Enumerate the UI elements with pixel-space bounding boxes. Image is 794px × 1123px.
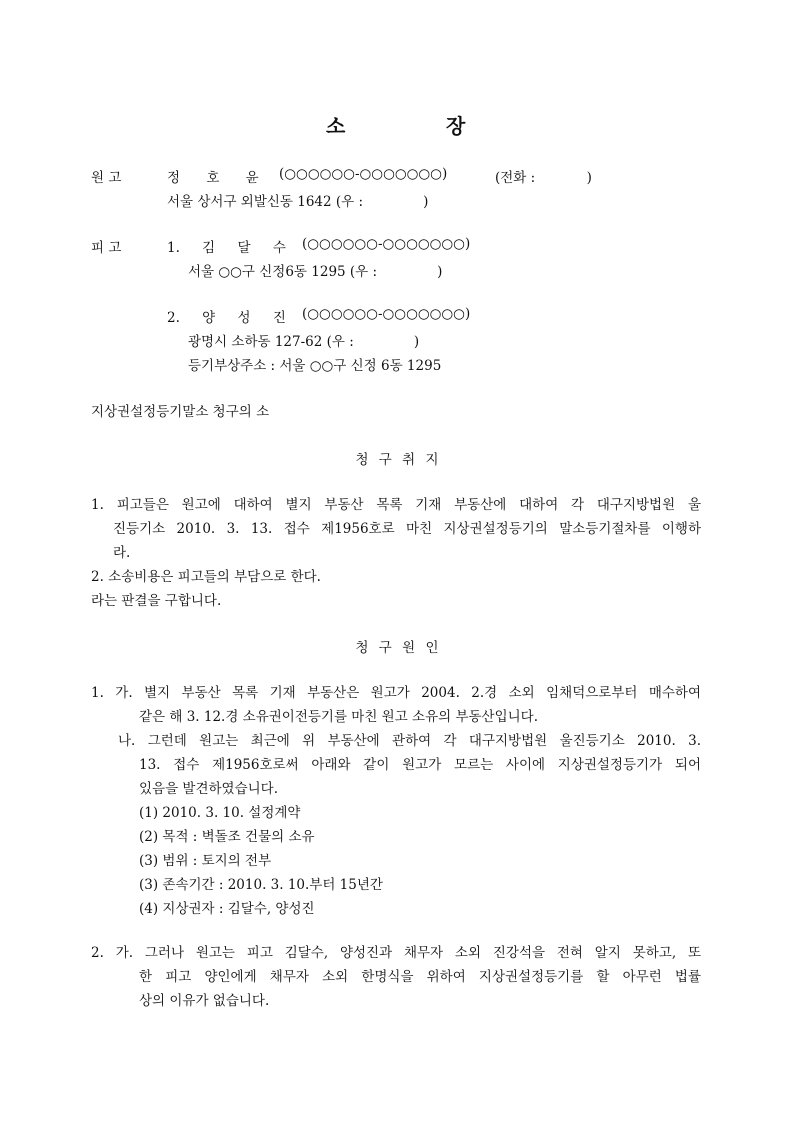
cause-item: (1) 2010. 3. 10. 설정계약: [139, 805, 301, 821]
cause-2a-line-3: 상의 이유가 없습니다.: [139, 993, 270, 1009]
defendant-2-registry-address: 등기부상주소 : 서울 ○○구 신정 6동 1295: [188, 358, 442, 374]
plaintiff-id: (○○○○○○-○○○○○○○): [279, 166, 448, 182]
plaintiff-role: 원 고: [91, 170, 122, 186]
defendant-role: 피 고: [91, 240, 122, 256]
causes-section: [91, 681, 701, 921]
plaintiff-address: 서울 상서구 외발신동 1642 (우 : ): [167, 194, 429, 210]
causes-section-2: [91, 941, 701, 1013]
claim-1-line-2: 진등기소 2010. 3. 13. 접수 제1956호로 마친 지상권설정등기의 말소등기절차를 이행하: [113, 521, 701, 537]
claim-1-line-1: 1. 피고들은 원고에 대하여 별지 부동산 목록 기재 부동산에 대하여 각 대구지방법원 울: [91, 497, 701, 513]
claims-section: [91, 493, 701, 613]
cause-item: (3) 범위 : 토지의 전부: [139, 853, 272, 869]
cause-1a-line-2: 같은 해 3. 12.경 소유권이전등기를 마친 원고 소유의 부동산입니다.: [139, 709, 538, 725]
plaintiff-phone: (전화 : ): [495, 170, 592, 186]
section-heading-causes: 청 구 원 인: [355, 640, 439, 656]
cause-item: (4) 지상권자 : 김달수, 양성진: [139, 901, 315, 917]
cause-2a-line-2: 한 피고 양인에게 채무자 소외 한명식을 위하여 지상권설정등기를 할 아무런 법률: [139, 969, 701, 985]
defendant-2-id: (○○○○○○-○○○○○○○): [302, 306, 471, 322]
defendant-2-name: 2. 양 성 진: [167, 310, 286, 326]
cause-1b-line-1: 나. 그런데 원고는 최근에 위 부동산에 관하여 각 대구지방법원 울진등기소 2010. 3.: [118, 733, 701, 749]
claim-2: 2. 소송비용은 피고들의 부담으로 한다.: [91, 569, 321, 585]
title-char-2: 장: [446, 114, 466, 138]
cause-item: (3) 존속기간 : 2010. 3. 10.부터 15년간: [139, 877, 383, 893]
cause-1b-line-3: 있음을 발견하였습니다.: [139, 781, 278, 797]
cause-item: (2) 목적 : 벽돌조 건물의 소유: [139, 829, 315, 845]
claim-closing: 라는 판결을 구합니다.: [91, 593, 222, 609]
defendant-1-name: 1. 김 달 수: [167, 240, 286, 256]
case-name: 지상권설정등기말소 청구의 소: [91, 404, 270, 420]
section-heading-claims: 청 구 취 지: [355, 452, 439, 468]
title-char-1: 소: [326, 114, 346, 138]
defendant-1-address: 서울 ○○구 신정6동 1295 (우 : ): [188, 264, 443, 280]
claim-1-line-3: 라.: [113, 545, 131, 561]
cause-2a-line-1: 2. 가. 그러나 원고는 피고 김달수, 양성진과 채무자 소외 진강석을 전혀 알지 못하고, 또: [91, 945, 701, 961]
cause-1a-line-1: 1. 가. 별지 부동산 목록 기재 부동산은 원고가 2004. 2.경 소외 임채덕으로부터 매수하여: [91, 685, 701, 701]
defendant-2-address: 광명시 소하동 127-62 (우 : ): [188, 334, 420, 350]
cause-1b-line-2: 13. 접수 제1956호로써 아래와 같이 원고가 모르는 사이에 지상권설정등기가 되어: [139, 757, 701, 773]
defendant-1-id: (○○○○○○-○○○○○○○): [302, 236, 471, 252]
plaintiff-name: 정 호 윤: [167, 170, 259, 186]
